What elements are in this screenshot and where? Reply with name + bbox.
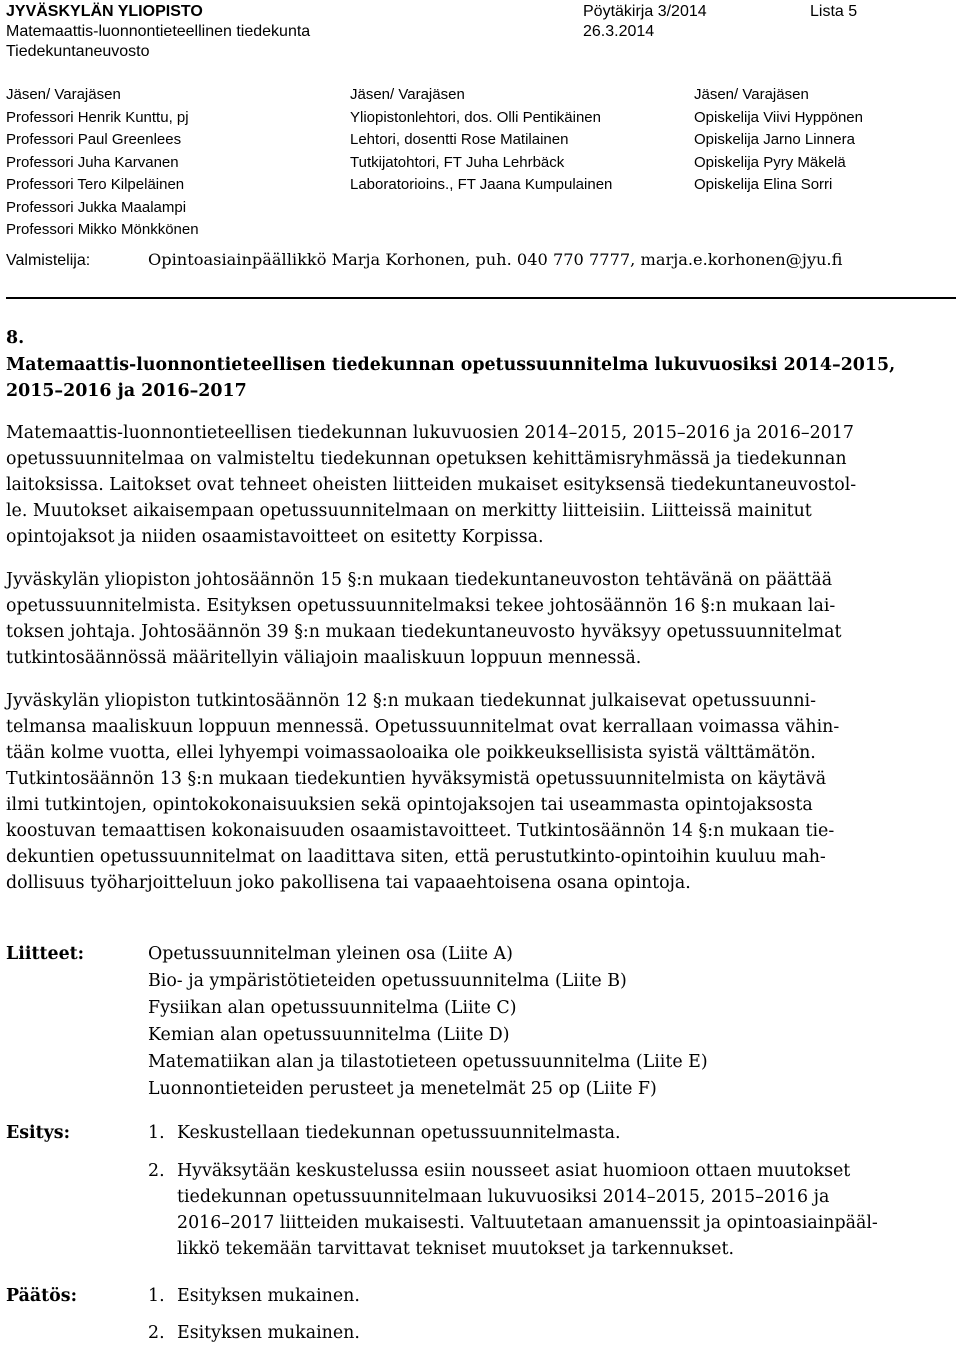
paragraph-line: opetussuunnitelmista. Esityksen opetussuunnitelmaksi tekee johtosäännön 16 §:n mukaan lai-	[6, 596, 836, 616]
paragraph-line: toksen johtaja. Johtosäännön 39 §:n mukaan tiedekuntaneuvosto hyväksyy opetussuunnitelmat	[6, 622, 842, 642]
faculty-name: Matemaattis-luonnontieteellinen tiedekunta	[6, 23, 311, 40]
paragraph-line: opintojaksot ja niiden osaamistavoitteet on esitetty Korpissa.	[6, 527, 544, 547]
paragraph-line: Jyväskylän yliopiston tutkintosäännön 12 §:n mukaan tiedekunnat julkaisevat opetussuunni-	[6, 691, 816, 711]
paragraph-line: le. Muutokset aikaisempaan opetussuunnitelmaan on merkitty liitteisiin. Liitteissä mainitut	[6, 501, 812, 521]
decision-item-1-number: 1.	[148, 1286, 165, 1306]
paragraph-line: laitoksissa. Laitokset ovat tehneet oheisten liitteiden mukaiset esityksensä tiedekuntaneuvostol-	[6, 475, 857, 495]
paragraph-line: dekuntien opetussuunnitelmat on laadittava siten, että perustutkinto-opintoihin kuuluu mah-	[6, 847, 826, 867]
paragraph-line: Tutkintosäännön 13 §:n mukaan tiedekuntien hyväksymistä opetussuunnitelmista on käytävä	[6, 769, 827, 789]
member-entry: Professori Tero Kilpeläinen	[6, 176, 185, 193]
member-entry: Professori Henrik Kunttu, pj	[6, 108, 189, 126]
member-entry: Laboratorioins., FT Jaana Kumpulainen	[350, 176, 613, 193]
minutes-number: Pöytäkirja 3/2014	[583, 3, 707, 20]
member-entry: Lehtori, dosentti Rose Matilainen	[350, 131, 569, 148]
member-column-heading: Jäsen/ Varajäsen	[350, 86, 465, 103]
paragraph-line: telmansa maaliskuun loppuun mennessä. Opetussuunnitelmat ovat kerrallaan voimassa vähin-	[6, 717, 840, 737]
preparer-value: Opintoasiainpäällikkö Marja Korhonen, puh. 040 770 7777, marja.e.korhonen@jyu.fi	[148, 250, 843, 269]
paragraph-line: ilmi tutkintojen, opintokokonaisuuksien sekä opintojaksojen tai useammasta opintojaksosta	[6, 795, 813, 815]
member-column-heading: Jäsen/ Varajäsen	[6, 86, 121, 103]
member-entry: Opiskelija Pyry Mäkelä	[694, 153, 846, 171]
member-column-3	[694, 84, 863, 197]
attachment-item: Fysiikan alan opetussuunnitelma (Liite C)	[148, 998, 517, 1018]
member-entry: Professori Mikko Mönkkönen	[6, 221, 199, 238]
proposal-line: likkö tekemään tarvittavat tekniset muutokset ja tarkennukset.	[177, 1239, 734, 1259]
attachment-item: Matematiikan alan ja tilastotieteen opetussuunnitelma (Liite E)	[148, 1052, 708, 1072]
member-entry: Opiskelija Jarno Linnera	[694, 131, 855, 148]
member-column-2	[350, 84, 612, 197]
paragraph-line: tään kolme vuotta, ellei lyhyempi voimassaoloaika ole poikkeuksellisista syistä välttämätön.	[6, 743, 816, 763]
attachment-item: Kemian alan opetussuunnitelma (Liite D)	[148, 1025, 510, 1045]
member-entry: Opiskelija Elina Sorri	[694, 176, 833, 193]
meeting-date: 26.3.2014	[583, 23, 655, 40]
attachment-item: Bio- ja ympäristötieteiden opetussuunnitelma (Liite B)	[148, 971, 627, 991]
proposal-line: 2016–2017 liitteiden mukaisesti. Valtuutetaan amanuenssit ja opintoasiainpääl-	[177, 1213, 878, 1233]
item-title-line-1: Matemaattis-luonnontieteellisen tiedekunnan opetussuunnitelma lukuvuosiksi 2014–2015,	[6, 355, 896, 375]
member-column-heading: Jäsen/ Varajäsen	[694, 86, 809, 103]
paragraph-line: opetussuunnitelmaa on valmisteltu tiedekunnan opetuksen kehittämisryhmässä ja tiedekunnan	[6, 449, 847, 469]
decision-item-2: Esityksen mukainen.	[177, 1323, 360, 1343]
member-entry: Professori Juha Karvanen	[6, 153, 179, 171]
proposal-line: Hyväksytään keskustelussa esiin nousseet asiat huomioon ottaen muutokset	[177, 1161, 851, 1181]
attachment-item: Luonnontieteiden perusteet ja menetelmät 25 op (Liite F)	[148, 1079, 657, 1099]
proposal-item-2-number: 2.	[148, 1161, 165, 1181]
paragraph-line: koostuvan temaattisen kokonaisuuden osaamistavoitteet. Tutkintosäännön 14 §:n mukaan tie-	[6, 821, 835, 841]
member-entry: Professori Paul Greenlees	[6, 131, 182, 148]
paragraph-line: Matemaattis-luonnontieteellisen tiedekunnan lukuvuosien 2014–2015, 2015–2016 ja 2016–2017	[6, 423, 854, 443]
member-entry: Yliopistonlehtori, dos. Olli Pentikäinen	[350, 108, 601, 126]
member-list	[0, 84, 960, 239]
decision-label: Päätös:	[6, 1286, 77, 1306]
member-entry: Tutkijatohtori, FT Juha Lehrbäck	[350, 153, 565, 171]
proposal-line: tiedekunnan opetussuunnitelmaan lukuvuosiksi 2014–2015, 2015–2016 ja	[177, 1187, 830, 1207]
proposal-item-1-number: 1.	[148, 1123, 165, 1143]
council-name: Tiedekuntaneuvosto	[6, 43, 150, 60]
preparer-label: Valmistelija:	[6, 252, 91, 269]
attachment-item: Opetussuunnitelman yleinen osa (Liite A)	[148, 944, 513, 964]
university-name: JYVÄSKYLÄN YLIOPISTO	[6, 3, 203, 20]
member-entry: Opiskelija Viivi Hyppönen	[694, 108, 863, 126]
paragraph-line: dollisuus työharjoitteluun joko pakollisena tai vapaaehtoisena osana opintoja.	[6, 873, 691, 893]
attachments-label: Liitteet:	[6, 944, 85, 964]
member-column-1	[6, 84, 199, 242]
member-entry: Professori Jukka Maalampi	[6, 198, 187, 216]
decision-item-1: Esityksen mukainen.	[177, 1286, 360, 1306]
proposal-item-1: Keskustellaan tiedekunnan opetussuunnitelmasta.	[177, 1123, 621, 1143]
decision-item-2-number: 2.	[148, 1323, 165, 1343]
header-divider	[6, 297, 956, 299]
paragraph-line: Jyväskylän yliopiston johtosäännön 15 §:n mukaan tiedekuntaneuvoston tehtävänä on päättää	[6, 570, 833, 590]
agenda-list-number: Lista 5	[810, 3, 858, 20]
item-number: 8.	[6, 328, 25, 348]
paragraph-line: tutkintosäännössä määritellyin väliajoin maaliskuun loppuun mennessä.	[6, 648, 642, 668]
item-title-line-2: 2015–2016 ja 2016–2017	[6, 381, 247, 401]
proposal-label: Esitys:	[6, 1123, 71, 1143]
